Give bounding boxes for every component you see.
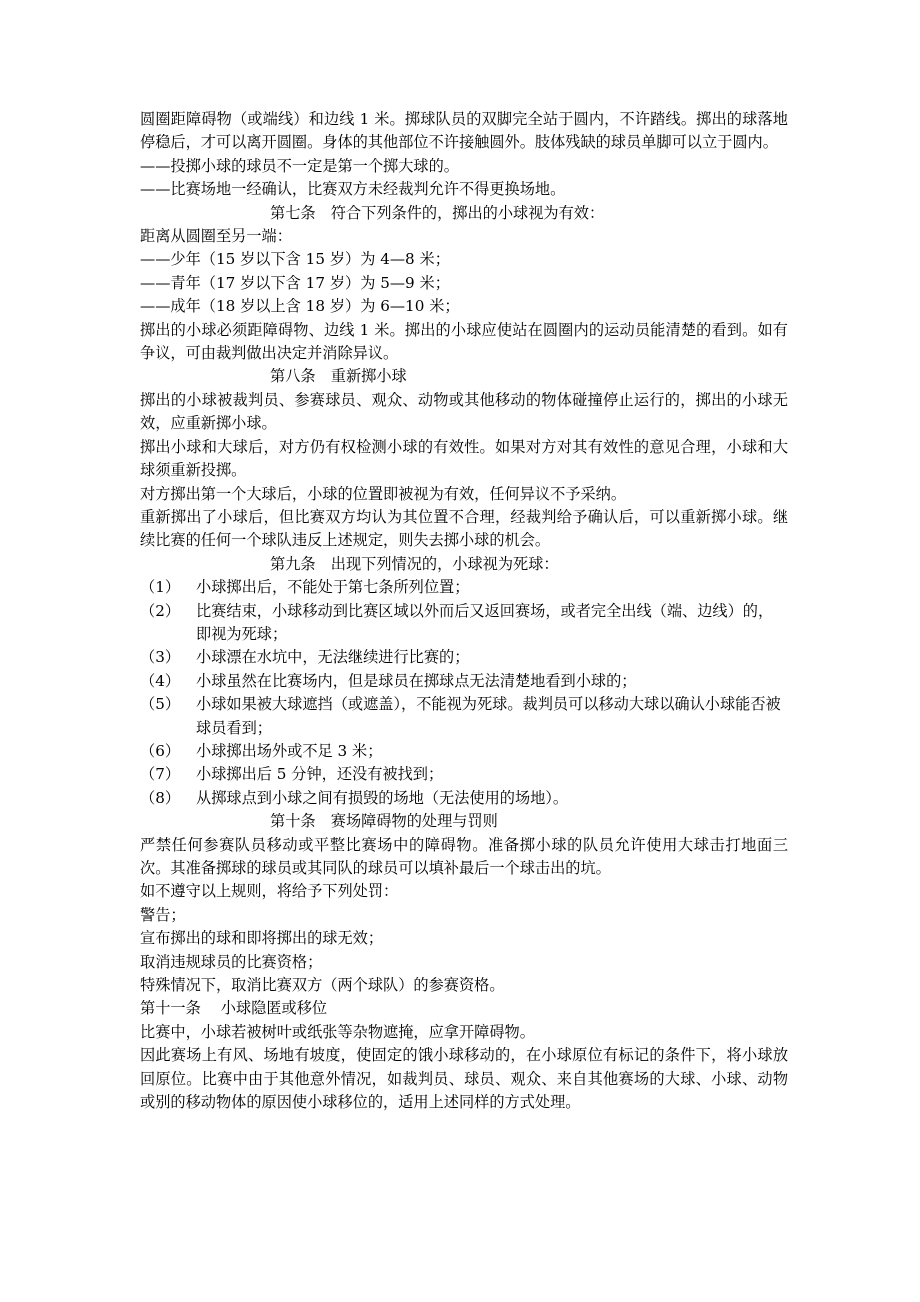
paragraph: 距离从圆圈至另一端： — [140, 227, 292, 246]
section-heading: 第十条 赛场障碍物的处理与罚则 — [270, 812, 498, 831]
list-item-number: （4） — [140, 671, 181, 690]
list-item-text: 小球如果被大球遮挡（或遮盖），不能视为死球。裁判员可以移动大球以确认小球能否被球员看到； — [196, 695, 781, 737]
paragraph: 因此赛场上有风、场地有坡度，使固定的饿小球移动的，在小球原位有标记的条件下，将小球放回原位。比赛中由于其他意外情况，如裁判员、球员、观众、来自其他赛场的大球、小球、动物或别的移动物体的原因使小球移位的，适用上述同样的方式处理。 — [140, 1046, 788, 1112]
paragraph: 警告； — [140, 905, 186, 924]
paragraph: ——少年（15 岁以下含 15 岁）为 4—8 米； — [140, 250, 450, 269]
list-item-text: 小球漂在水坑中，无法继续进行比赛的； — [196, 648, 470, 667]
list-item-number: （7） — [140, 765, 181, 784]
paragraph: 掷出的小球必须距障碍物、边线 1 米。掷出的小球应使站在圆圈内的运动员能清楚的看到。如有争议，可由裁判做出决定并消除异议。 — [140, 320, 788, 363]
list-item-text: 比赛结束，小球移动到比赛区域以外而后又返回赛场，或者完全出线（端、边线）的，即视为死球； — [196, 601, 774, 643]
list-item — [140, 576, 788, 599]
list-item-number: （5） — [140, 695, 181, 714]
paragraph: 掷出的小球被裁判员、参赛球员、观众、动物或其他移动的物体碰撞停止运行的，掷出的小球无效，应重新掷小球。 — [140, 390, 788, 433]
paragraph: ——青年（17 岁以下含 17 岁）为 5—9 米； — [140, 273, 450, 292]
document-body — [140, 108, 788, 1114]
paragraph: 圆圈距障碍物（或端线）和边线 1 米。掷球队员的双脚完全站于圆内，不许踏线。掷出的球落地停稳后，才可以离开圆圈。身体的其他部位不许接触圆外。肢体残缺的球员单脚可以立于圆内。 — [140, 110, 788, 152]
list-item — [140, 787, 788, 810]
paragraph: 如不遵守以上规则，将给予下列处罚： — [140, 882, 399, 901]
section-heading: 第九条 出现下列情况的，小球视为死球： — [270, 554, 559, 573]
paragraph: 对方掷出第一个大球后，小球的位置即被视为有效，任何异议不予采纳。 — [140, 484, 626, 503]
list-item — [140, 670, 788, 693]
list-item — [140, 740, 788, 763]
paragraph: 比赛中，小球若被树叶或纸张等杂物遮掩，应拿开障碍物。 — [140, 1022, 535, 1041]
list-item-number: （6） — [140, 741, 181, 760]
paragraph: 掷出小球和大球后，对方仍有权检测小球的有效性。如果对方对其有效性的意见合理，小球和大球须重新投掷。 — [140, 437, 788, 480]
list-item — [140, 763, 788, 786]
paragraph: ——投掷小球的球员不一定是第一个掷大球的。 — [140, 156, 459, 175]
list-item-text: 小球虽然在比赛场内，但是球员在掷球点无法清楚地看到小球的； — [196, 671, 637, 690]
list-item — [140, 646, 788, 669]
paragraph: 重新掷出了小球后，但比赛双方均认为其位置不合理，经裁判给予确认后，可以重新掷小球。继续比赛的任何一个球队违反上述规定，则失去掷小球的机会。 — [140, 507, 788, 550]
section-heading: 第七条 符合下列条件的，掷出的小球视为有效： — [270, 203, 605, 222]
list-item-text: 小球掷出场外或不足 3 米； — [196, 741, 383, 760]
paragraph: 第十一条 小球隐匿或移位 — [140, 999, 328, 1018]
section-heading: 第八条 重新掷小球 — [270, 367, 407, 386]
paragraph: ——成年（18 岁以上含 18 岁）为 6—10 米； — [140, 297, 460, 316]
list-item-number: （3） — [140, 648, 181, 667]
paragraph: ——比赛场地一经确认，比赛双方未经裁判允许不得更换场地。 — [140, 180, 566, 199]
list-item-number: （8） — [140, 788, 181, 807]
list-item-text: 从掷球点到小球之间有损毁的场地（无法使用的场地）。 — [196, 788, 569, 807]
list-item-text: 小球掷出后，不能处于第七条所列位置； — [196, 578, 470, 597]
paragraph: 严禁任何参赛队员移动或平整比赛场中的障碍物。准备掷小球的队员允许使用大球击打地面三次。其准备掷球的球员或其同队的球员可以填补最后一个球击出的坑。 — [140, 835, 788, 877]
paragraph: 取消违规球员的比赛资格； — [140, 952, 323, 971]
list-item — [140, 600, 788, 647]
paragraph: 宣布掷出的球和即将掷出的球无效； — [140, 929, 383, 948]
list-item-number: （2） — [140, 601, 181, 620]
list-item-number: （1） — [140, 578, 181, 597]
list-item — [140, 693, 788, 740]
list-item-text: 小球掷出后 5 分钟，还没有被找到； — [196, 765, 444, 784]
paragraph: 特殊情况下，取消比赛双方（两个球队）的参赛资格。 — [140, 976, 505, 995]
